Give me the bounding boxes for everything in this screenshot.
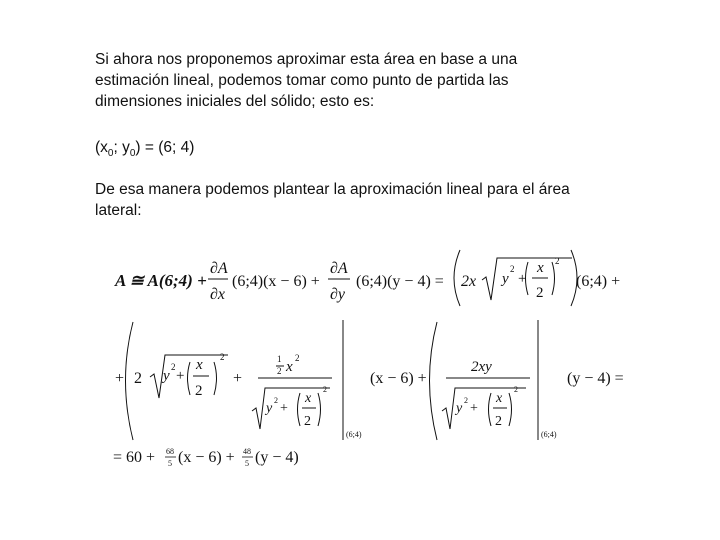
partial-y: ∂y [330,286,346,303]
line2-x-sq-exp: 2 [295,353,300,363]
den1-y: y [266,401,273,416]
line1-mid-1: (6;4)(x − 6) + [232,273,320,290]
eval-point-1: (6;4) [346,430,362,439]
den2-exp: 2 [514,385,518,394]
den1-two: 2 [304,414,311,429]
frac1-num: 68 [166,447,174,456]
equation-line-3 [113,447,299,468]
two-x: 2x [461,273,477,290]
frac1-den: 5 [168,459,172,468]
half-num: 1 [277,354,282,364]
den2-two: 2 [495,414,502,429]
partial-a-1: ∂A [210,260,228,277]
intro-paragraph: Si ahora nos proponemos aproximar esta área en base a una estimación lineal, podemos tomar como punto de partida las dimensiones iniciales del sólido; esto es: [95,51,518,110]
den2-y: y [456,401,463,416]
line1-mid-2: (6;4)(y − 4) = [356,273,444,290]
frac2-den: 5 [245,459,249,468]
eval-point-2: (6;4) [541,430,557,439]
line2-strokes [126,320,539,440]
point-close: ) = (6; 4) [135,139,195,156]
half-den: 2 [277,366,282,376]
svg-text:+: + [518,271,527,287]
line2-mult-2: (y − 4) = [567,370,624,387]
line1-frac-exp: 2 [555,256,560,266]
conclusion-paragraph: De esa manera podemos plantear la aproximación lineal para el área lateral: [95,181,570,219]
numerator-2xy: 2xy [471,359,492,375]
line1-two-den: 2 [536,285,544,301]
svg-text:+: + [470,401,478,416]
partial-x: ∂x [210,286,226,303]
line2-y: y [163,368,170,384]
lhs-term: A ≅ A(6;4) + [115,271,207,290]
line3-mult-2: (y − 4) [255,449,299,466]
equation-line-2 [115,352,624,439]
line2-two: 2 [134,370,142,387]
den2-y-exp: 2 [464,396,468,405]
line2-plus-2: + [233,370,243,387]
line1-x-num: x [537,260,544,276]
line2-frac-exp: 2 [220,352,225,362]
line3-mult-1: (x − 6) + [178,449,235,466]
line2-x-sq: x [286,359,293,375]
line1-tail: (6;4) + [576,273,621,290]
point-sub-x: 0 [107,148,114,160]
den1-x: x [305,391,312,406]
partial-a-2: ∂A [330,260,348,277]
equation-line-1 [114,256,620,303]
point-open: (x [95,139,108,156]
equals-60: = 60 + [113,449,156,466]
line1-y: y [502,271,509,287]
svg-text:+: + [280,401,288,416]
den2-x: x [496,391,503,406]
svg-text:+: + [176,368,185,384]
den1-exp: 2 [323,385,327,394]
point-sep: ; y [113,139,130,156]
line2-frac-two: 2 [195,383,203,399]
line2-x: x [196,357,203,373]
line2-mult-1: (x − 6) + [370,370,427,387]
line2-plus: + [115,370,125,387]
frac2-num: 48 [243,447,251,456]
line1-y-exp: 2 [510,264,515,274]
den1-y-exp: 2 [274,396,278,405]
line2-y-exp: 2 [171,362,176,372]
point-sub-y: 0 [129,148,136,160]
